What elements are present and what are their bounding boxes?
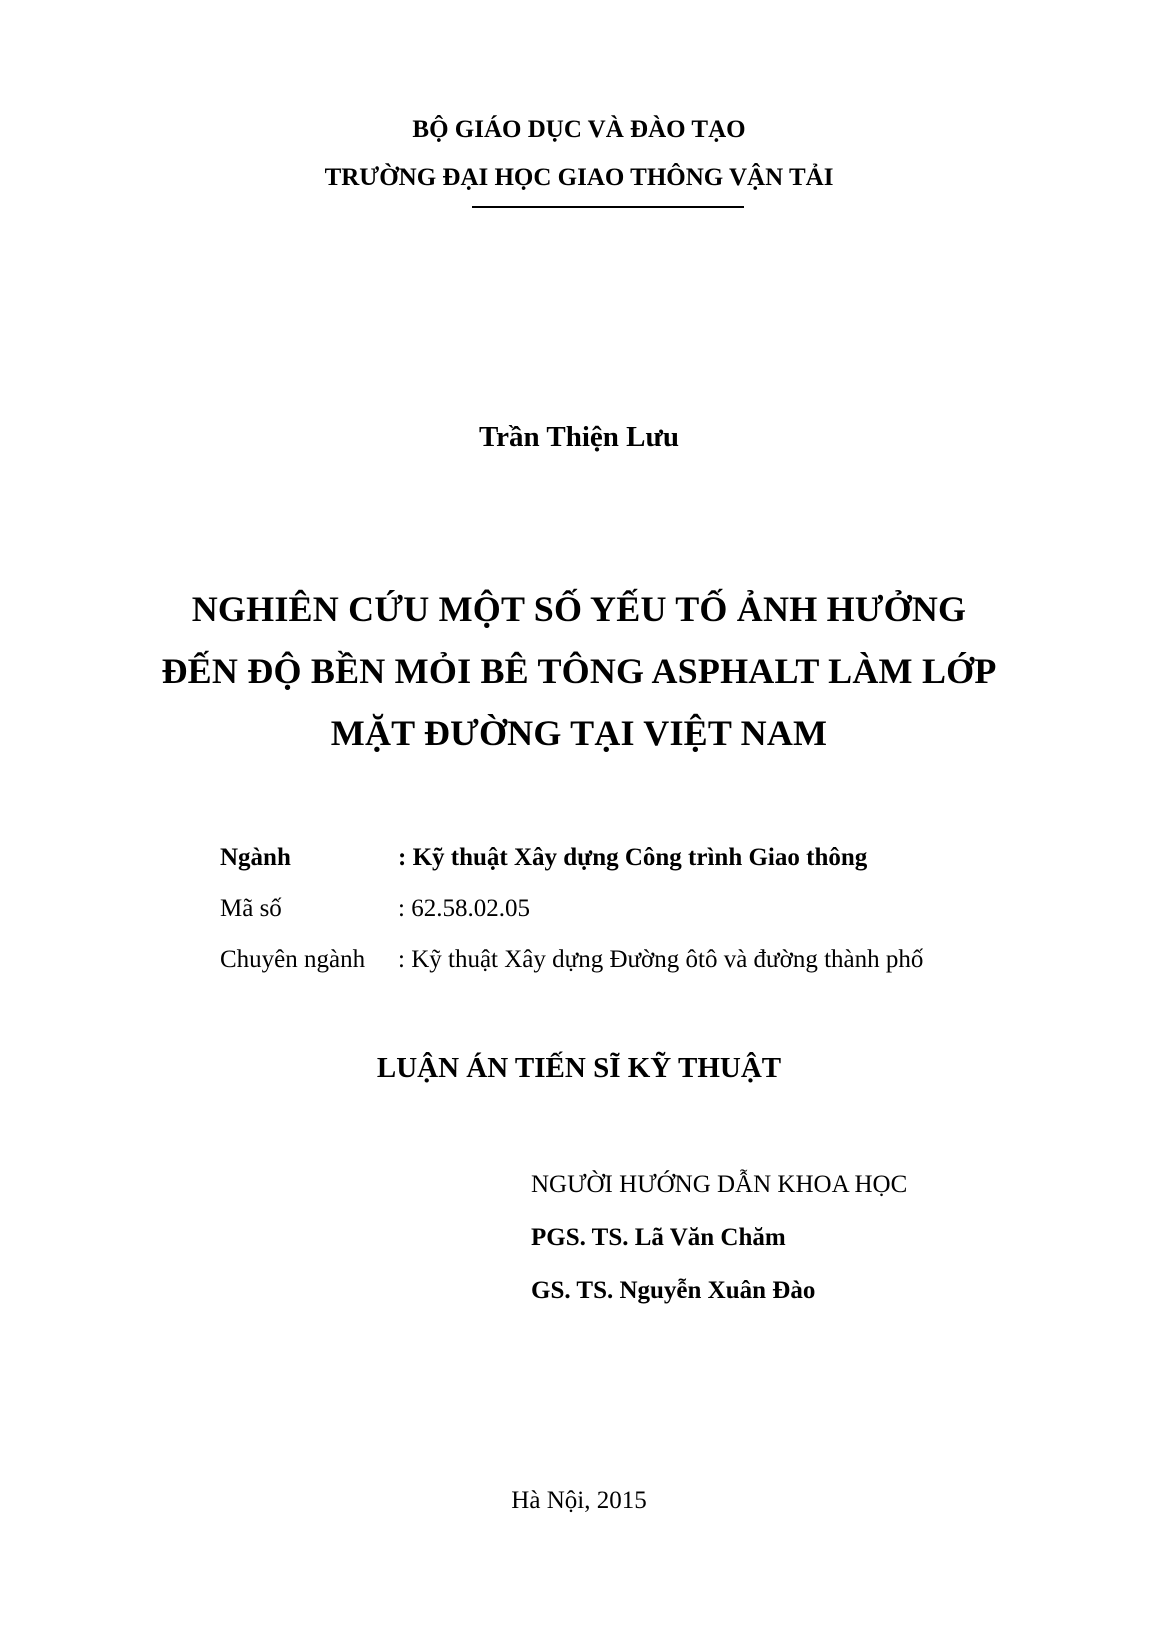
- advisor-name-2: GS. TS. Nguyễn Xuân Đào: [531, 1277, 816, 1304]
- field-label: Ngành: [220, 844, 291, 871]
- ministry-name: BỘ GIÁO DỤC VÀ ĐÀO TẠO: [412, 116, 746, 143]
- thesis-title-line-3: MẶT ĐƯỜNG TẠI VIỆT NAM: [330, 713, 828, 753]
- author-name: Trần Thiện Lưu: [478, 421, 680, 453]
- degree-title: LUẬN ÁN TIẾN SĨ KỸ THUẬT: [376, 1052, 782, 1084]
- specialization-label: Chuyên ngành: [220, 946, 366, 973]
- thesis-title-line-2: ĐẾN ĐỘ BỀN MỎI BÊ TÔNG ASPHALT LÀM LỚP: [161, 651, 997, 691]
- advisor-name-1: PGS. TS. Lã Văn Chăm: [531, 1224, 786, 1251]
- place-and-year: Hà Nội, 2015: [511, 1487, 647, 1514]
- code-label: Mã số: [220, 895, 282, 922]
- specialization-value: : Kỹ thuật Xây dựng Đường ôtô và đường thành phố: [398, 946, 924, 973]
- advisor-heading: NGƯỜI HƯỚNG DẪN KHOA HỌC: [531, 1171, 908, 1198]
- field-value: : Kỹ thuật Xây dựng Công trình Giao thông: [398, 844, 868, 871]
- code-value: : 62.58.02.05: [398, 895, 530, 922]
- header-divider: [472, 206, 744, 208]
- university-name: TRƯỜNG ĐẠI HỌC GIAO THÔNG VẬN TẢI: [324, 164, 834, 191]
- thesis-title-line-1: NGHIÊN CỨU MỘT SỐ YẾU TỐ ẢNH HƯỞNG: [191, 589, 967, 629]
